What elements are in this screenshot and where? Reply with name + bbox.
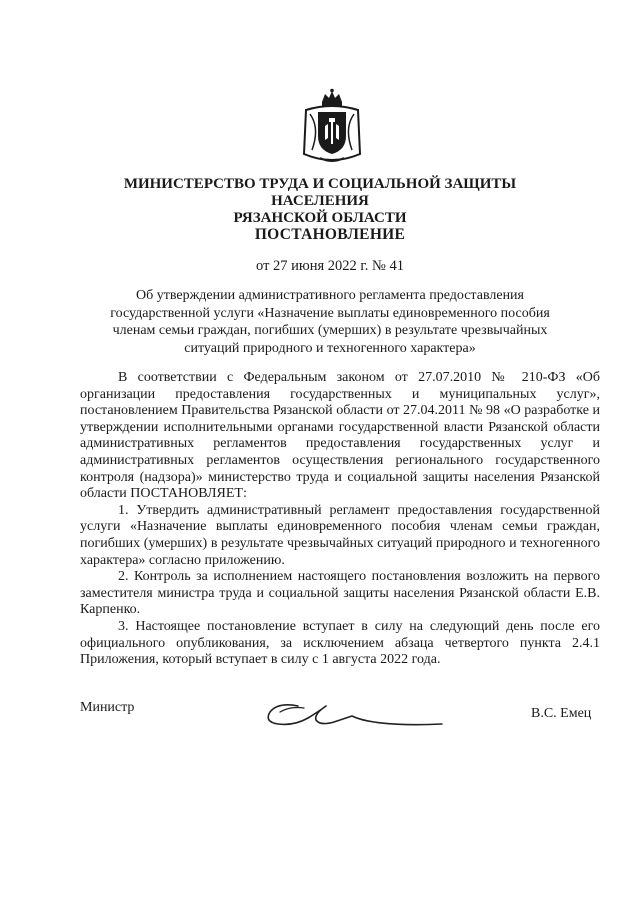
- document-date-number: от 27 июня 2022 г. № 41: [256, 258, 404, 274]
- signatory-name: В.С. Емец: [531, 706, 592, 721]
- signatory-title: Министр: [80, 700, 135, 715]
- ministry-name-line-1: МИНИСТЕРСТВО ТРУДА И СОЦИАЛЬНОЙ ЗАЩИТЫ НАСЕЛЕНИЯ: [123, 176, 517, 209]
- resolution-item-2: 2. Контроль за исполнением настоящего постановления возложить на первого заместителя министра труда и социальной защиты населения Рязанской области Е.В. Карпенко.: [80, 569, 600, 618]
- preamble-paragraph: В соответствии с Федеральным законом от 27.07.2010 № 210-ФЗ «Об организации предоставления государственных и муниципальных услуг», постановлением Правительства Рязанской области от 27.04.2011 № 98 «О разработке и утверждении исполнительными органами государственной власти Рязанской области административных регламентов предоставления государственных услуг и административных регламентов осуществления регионального государственного контроля (надзора)» министерство труда и социальной защиты населения Рязанской области ПОСТАНОВЛЯЕТ:: [80, 370, 600, 502]
- ryazan-coat-of-arms-icon: [300, 88, 364, 168]
- document-subject: [100, 287, 560, 357]
- resolution-item-3: 3. Настоящее постановление вступает в силу на следующий день после его официального опубликования, за исключением абзаца четвертого пункта 2.4.1 Приложения, который вступает в силу с 1 августа 2022 года.: [80, 618, 600, 668]
- resolution-item-1: 1. Утвердить административный регламент предоставления государственной услуги «Назначение выплаты единовременного пособия членам семьи граждан, погибших (умерших) в результате чрезвычайных ситуаций природного и техногенного характера» согласно приложению.: [80, 502, 600, 568]
- ministry-name-line-2: РЯЗАНСКОЙ ОБЛАСТИ: [233, 210, 407, 226]
- ministry-name: [90, 176, 550, 227]
- subject-line: Об утверждении административного регламента предоставления: [136, 288, 524, 303]
- subject-line: ситуаций природного и техногенного характера»: [184, 340, 476, 356]
- document-type: ПОСТАНОВЛЕНИЕ: [254, 226, 406, 243]
- subject-line: членам семьи граждан, погибших (умерших) в результате чрезвычайных: [112, 323, 548, 338]
- handwritten-signature-icon: [260, 692, 445, 736]
- document-body: [80, 370, 600, 669]
- subject-line: государственной услуги «Назначение выплаты единовременного пособия: [110, 305, 550, 321]
